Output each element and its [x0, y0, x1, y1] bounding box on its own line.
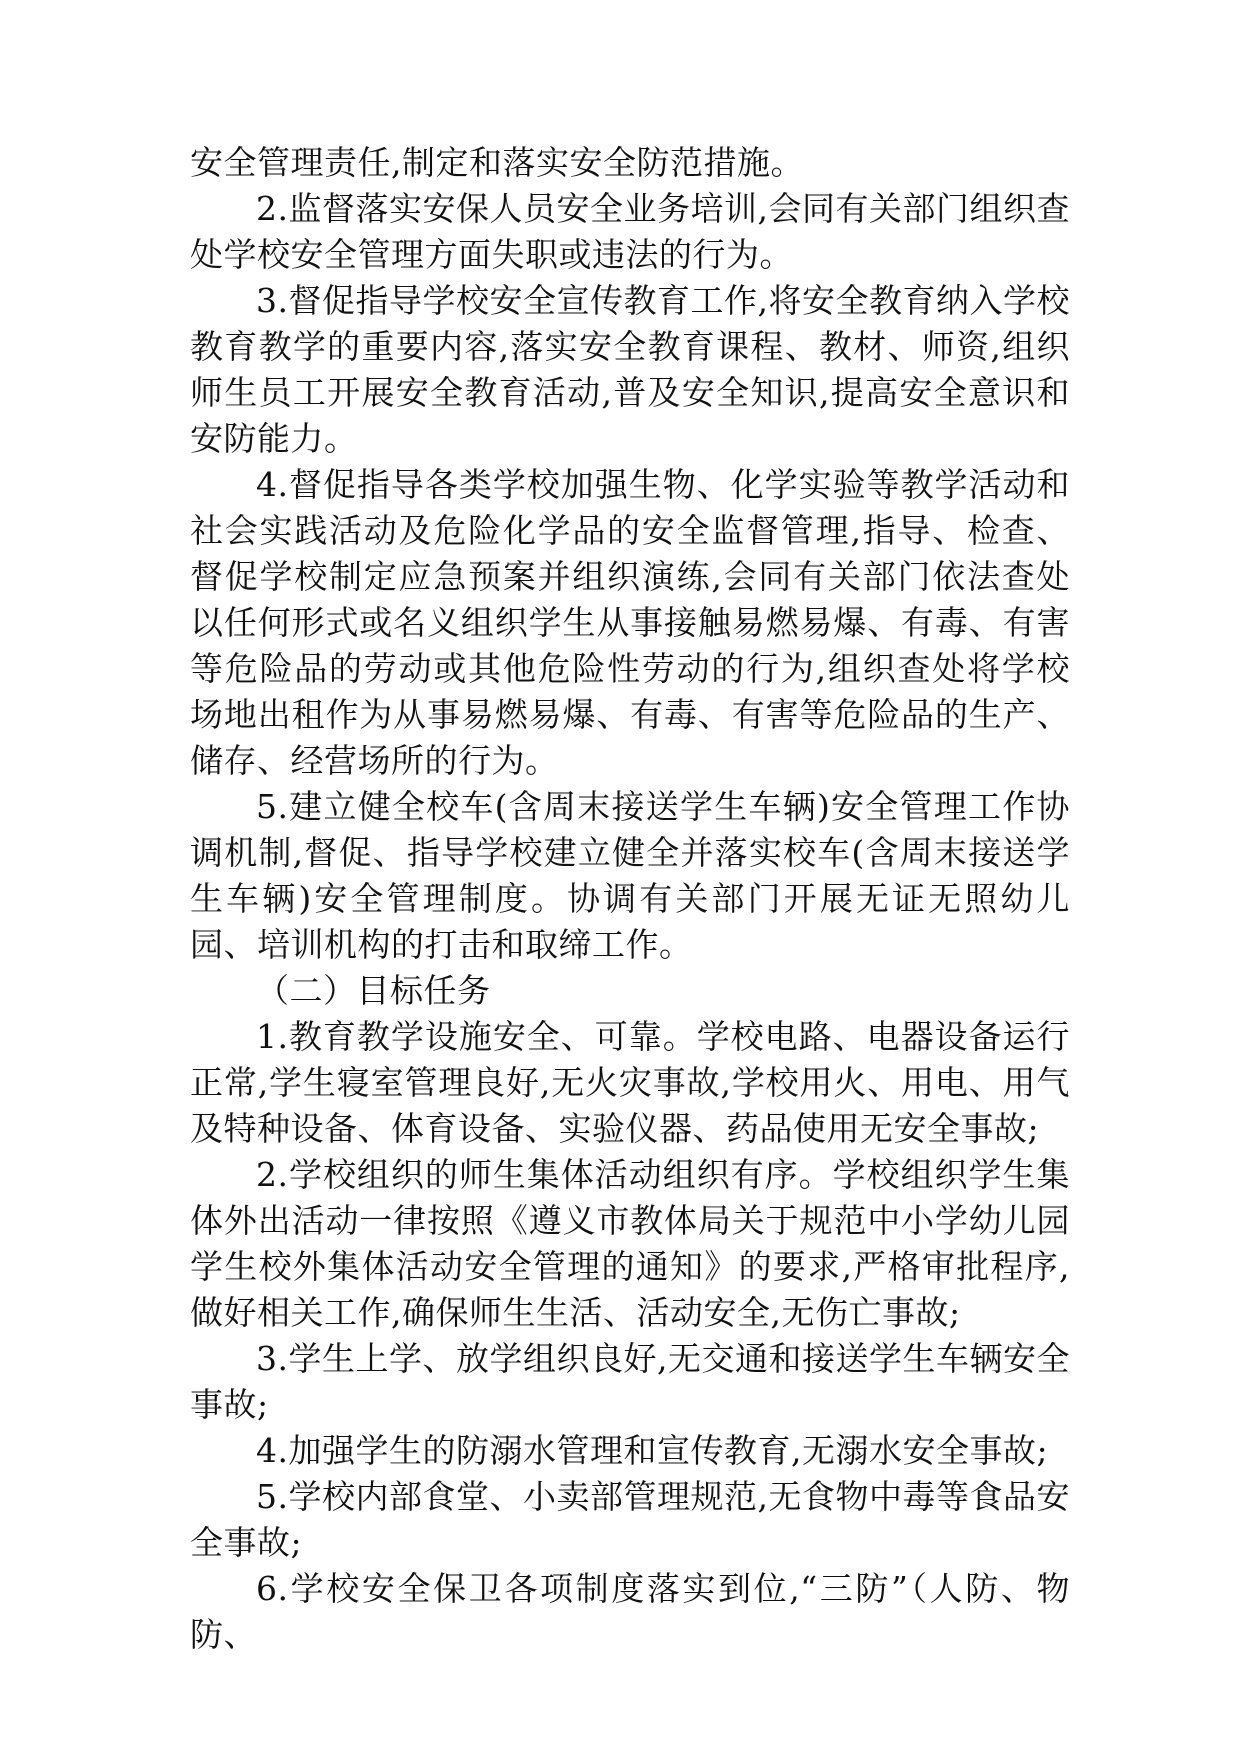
paragraph-continuation: 安全管理责任,制定和落实安全防范措施。: [190, 143, 804, 182]
document-page: [190, 140, 1070, 1658]
paragraph-item-4-hazardous: 4.督促指导各类学校加强生物、化学实验等教学活动和社会实践活动及危险化学品的安全监督管理,指导、检查、督促学校制定应急预案并组织演练,会同有关部门依法查处以任何形式或名义组织学生从事接触易燃易爆、有毒、有害等危险品的劳动或其他危险性劳动的行为,组织查处将学校场地出租作为从事易燃易爆、有毒、有害等危险品的生产、储存、经营场所的行为。: [190, 465, 1070, 780]
paragraph-target-2-activities: 2.学校组织的师生集体活动组织有序。学校组织学生集体外出活动一律按照《遵义市教体局关于规范中小学幼儿园学生校外集体活动安全管理的通知》的要求,严格审批程序,做好相关工作,确保师生生活、活动安全,无伤亡事故;: [190, 1155, 1070, 1332]
section-heading-targets: （二）目标任务: [256, 971, 491, 1010]
paragraph-target-6-security: 6.学校安全保卫各项制度落实到位,“三防”（人防、物防、: [190, 1569, 1070, 1654]
paragraph-target-3-traffic: 3.学生上学、放学组织良好,无交通和接送学生车辆安全事故;: [190, 1339, 1070, 1424]
paragraph-target-1-facilities: 1.教育教学设施安全、可靠。学校电路、电器设备运行正常,学生寝室管理良好,无火灾事故,学校用火、用电、用气及特种设备、体育设备、实验仪器、药品使用无安全事故;: [190, 1017, 1070, 1148]
paragraph-item-2-training: 2.监督落实安保人员安全业务培训,会同有关部门组织查处学校安全管理方面失职或违法的行为。: [190, 189, 1070, 274]
paragraph-target-5-food: 5.学校内部食堂、小卖部管理规范,无食物中毒等食品安全事故;: [190, 1477, 1070, 1562]
paragraph-item-3-education: 3.督促指导学校安全宣传教育工作,将安全教育纳入学校教育教学的重要内容,落实安全教育课程、教材、师资,组织师生员工开展安全教育活动,普及安全知识,提高安全意识和安防能力。: [190, 281, 1070, 458]
paragraph-target-4-drowning: 4.加强学生的防溺水管理和宣传教育,无溺水安全事故;: [256, 1431, 1049, 1470]
paragraph-item-5-school-bus: 5.建立健全校车(含周末接送学生车辆)安全管理工作协调机制,督促、指导学校建立健全并落实校车(含周末接送学生车辆)安全管理制度。协调有关部门开展无证无照幼儿园、培训机构的打击和取缔工作。: [190, 787, 1070, 964]
